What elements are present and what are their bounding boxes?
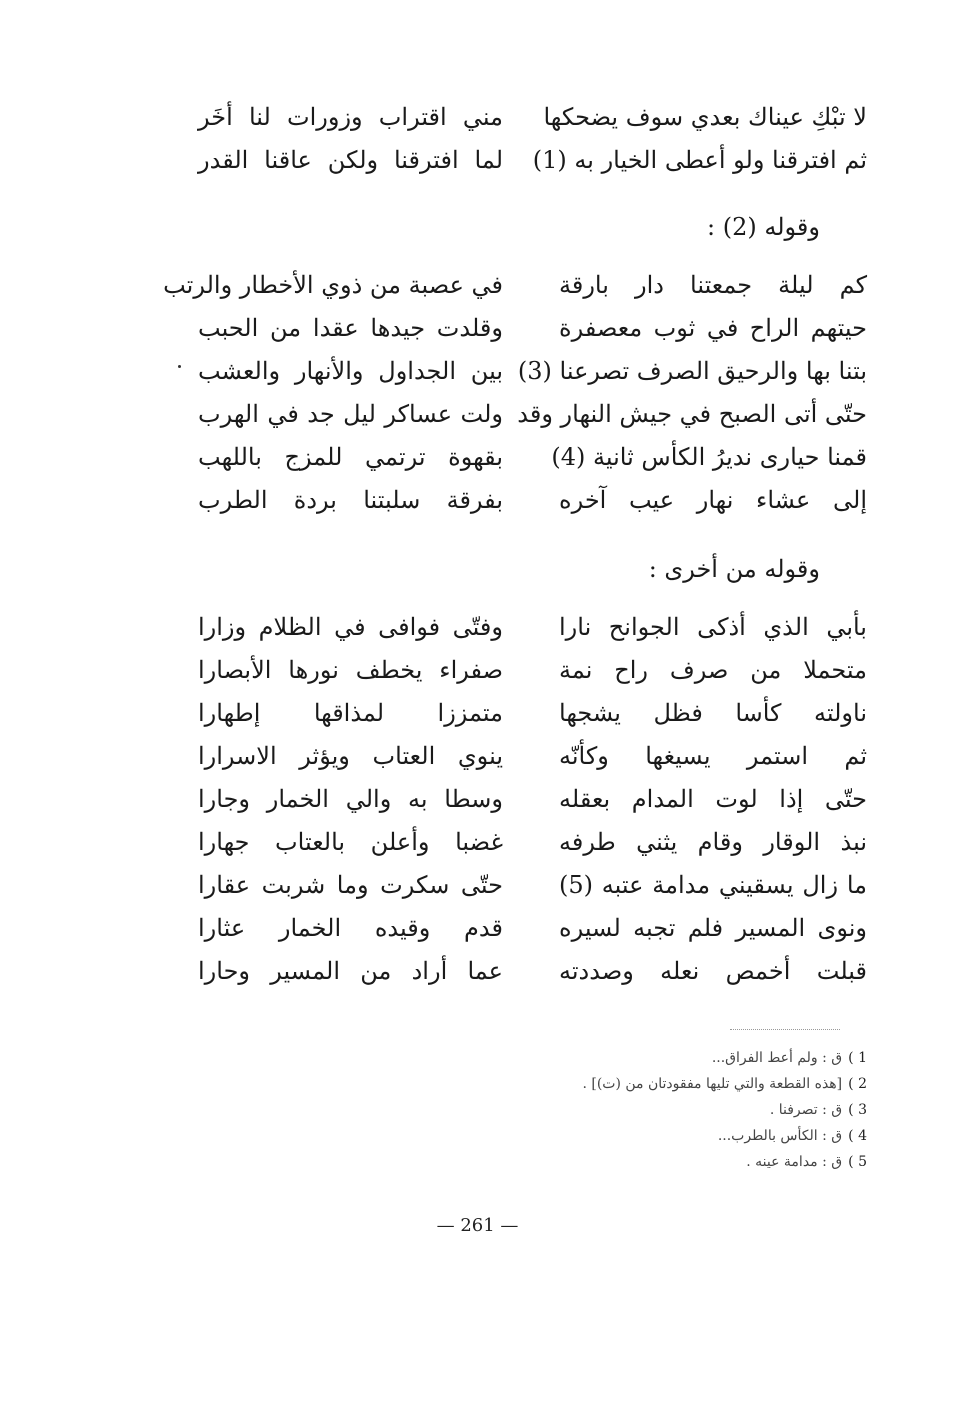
verse-second-hemistich: قدم وقيده الخمار عثارا [198, 914, 503, 942]
verse-second-hemistich: بفرقة سلبتنا بردة الطرب [198, 486, 503, 514]
verse-first-hemistich: قمنا حيارى نديرُ الكأس ثانية (4) [551, 443, 867, 471]
verse-line [0, 311, 955, 354]
footnote-number: 3 ) [848, 1102, 867, 1118]
footnote [347, 1071, 867, 1097]
verse-second-hemistich: بين الجداول والأنهار والعشب [198, 357, 503, 385]
verse-second-hemistich: لما افترقنا ولكن عاقنا القدر [198, 146, 503, 174]
footnote [347, 1149, 867, 1175]
verse-second-hemistich: متمززا لمذاقها إطهارا [198, 699, 503, 727]
section-heading: وقوله من أخرى : [648, 555, 820, 583]
footnote-number: 5 ) [848, 1154, 867, 1170]
verse-second-hemistich: في عصبة من ذوي الأخطار والرتب [163, 271, 503, 299]
verse-first-hemistich: حيتهم الراح في ثوب معصفرة [559, 314, 867, 342]
verse-second-hemistich: حتّى سكرت وما شربت عقارا [198, 871, 503, 899]
verse-line [0, 825, 955, 868]
verse-second-hemistich: ينوي العتاب ويؤثر الاسرارا [198, 742, 503, 770]
verse-second-hemistich: عما أراد من المسير وحارا [198, 957, 503, 985]
verse-line [0, 653, 955, 696]
verse-line [0, 397, 955, 440]
verse-line [0, 100, 955, 143]
footnote [347, 1123, 867, 1149]
verse-second-hemistich: وسطا به والي الخمار وجارا [198, 785, 503, 813]
page-number: — 261 — [436, 1215, 519, 1236]
verse-line [0, 440, 955, 483]
poem-3 [0, 610, 955, 997]
verse-first-hemistich: متحملا من صرف راح نمة [559, 656, 867, 684]
ink-speck [178, 365, 181, 368]
section-heading: وقوله (2) : [707, 213, 820, 241]
verse-first-hemistich: ناولته كأسا فظل يشجها [559, 699, 867, 727]
verse-first-hemistich: كم ليلة جمعتنا دار بارقة [559, 271, 867, 299]
verse-second-hemistich: مني اقتراب وزورات لنا أخَر [198, 103, 503, 131]
footnote-number: 1 ) [848, 1050, 867, 1066]
footnote-text: ق : تصرفنا . [769, 1102, 843, 1118]
footnotes [347, 1045, 867, 1175]
verse-line [0, 143, 955, 186]
verse-first-hemistich: نبذ الوقار وقام يثني طرفه [559, 828, 867, 856]
verse-line [0, 268, 955, 311]
verse-line [0, 782, 955, 825]
verse-second-hemistich: صفراء يخطف نورها الأبصارا [198, 656, 503, 684]
poem-2 [0, 268, 955, 526]
verse-first-hemistich: حتّى إذا لوت المدام بعقله [559, 785, 867, 813]
verse-second-hemistich: غضبا وأعلن بالعتاب جهارا [198, 828, 503, 856]
verse-first-hemistich: ما زال يسقيني مدامة عتبه (5) [559, 871, 867, 899]
verse-second-hemistich: بقهوة ترتمي للمزج باللهب [198, 443, 503, 471]
verse-line [0, 954, 955, 997]
verse-first-hemistich: إلى عشاء نهار عيب آخره [559, 486, 867, 514]
verse-first-hemistich: قبلت أخمص نعله وصددته [559, 957, 867, 985]
verse-first-hemistich: بتنا بها والرحيق الصرف تصرعنا (3) [517, 357, 867, 385]
verse-first-hemistich: حتّى أتى الصبح في جيش النهار وقد [517, 400, 867, 428]
verse-first-hemistich: ثم افترقنا ولو أعطى الخيار به (1) [532, 146, 867, 174]
poem-1 [0, 100, 955, 186]
footnote-separator [730, 1029, 840, 1030]
footnote-number: 2 ) [848, 1076, 867, 1092]
footnote [347, 1097, 867, 1123]
verse-line [0, 868, 955, 911]
verse-second-hemistich: وقلدت جيدها عقدا من الحبب [198, 314, 503, 342]
verse-second-hemistich: وفتّى فوافى في الظلام وزارا [198, 613, 503, 641]
footnote-number: 4 ) [848, 1128, 867, 1144]
verse-line [0, 911, 955, 954]
footnote [347, 1045, 867, 1071]
footnote-text: ق : ولم أعط الفراق... [711, 1050, 843, 1066]
footnote-text: ق : الكأس بالطرب... [717, 1128, 843, 1144]
verse-line [0, 483, 955, 526]
verse-first-hemistich: لا تبْكِ عيناك بعدي سوف يضحكها [543, 103, 867, 131]
verse-first-hemistich: بأبي الذي أذكى الجوانح نارا [559, 613, 867, 641]
verse-line [0, 354, 955, 397]
footnote-text: [هذه القطعة والتي تليها مفقودتان من (ت)] . [582, 1076, 843, 1092]
verse-first-hemistich: ونوى المسير فلم تجبه لسيره [559, 914, 867, 942]
verse-line [0, 610, 955, 653]
footnote-text: ق : مدامة عينه . [746, 1154, 843, 1170]
verse-second-hemistich: ولت عساكر ليل جد في الهرب [198, 400, 503, 428]
verse-line [0, 739, 955, 782]
verse-line [0, 696, 955, 739]
verse-first-hemistich: ثم استمر يسيغها وكأنّه [559, 742, 867, 770]
